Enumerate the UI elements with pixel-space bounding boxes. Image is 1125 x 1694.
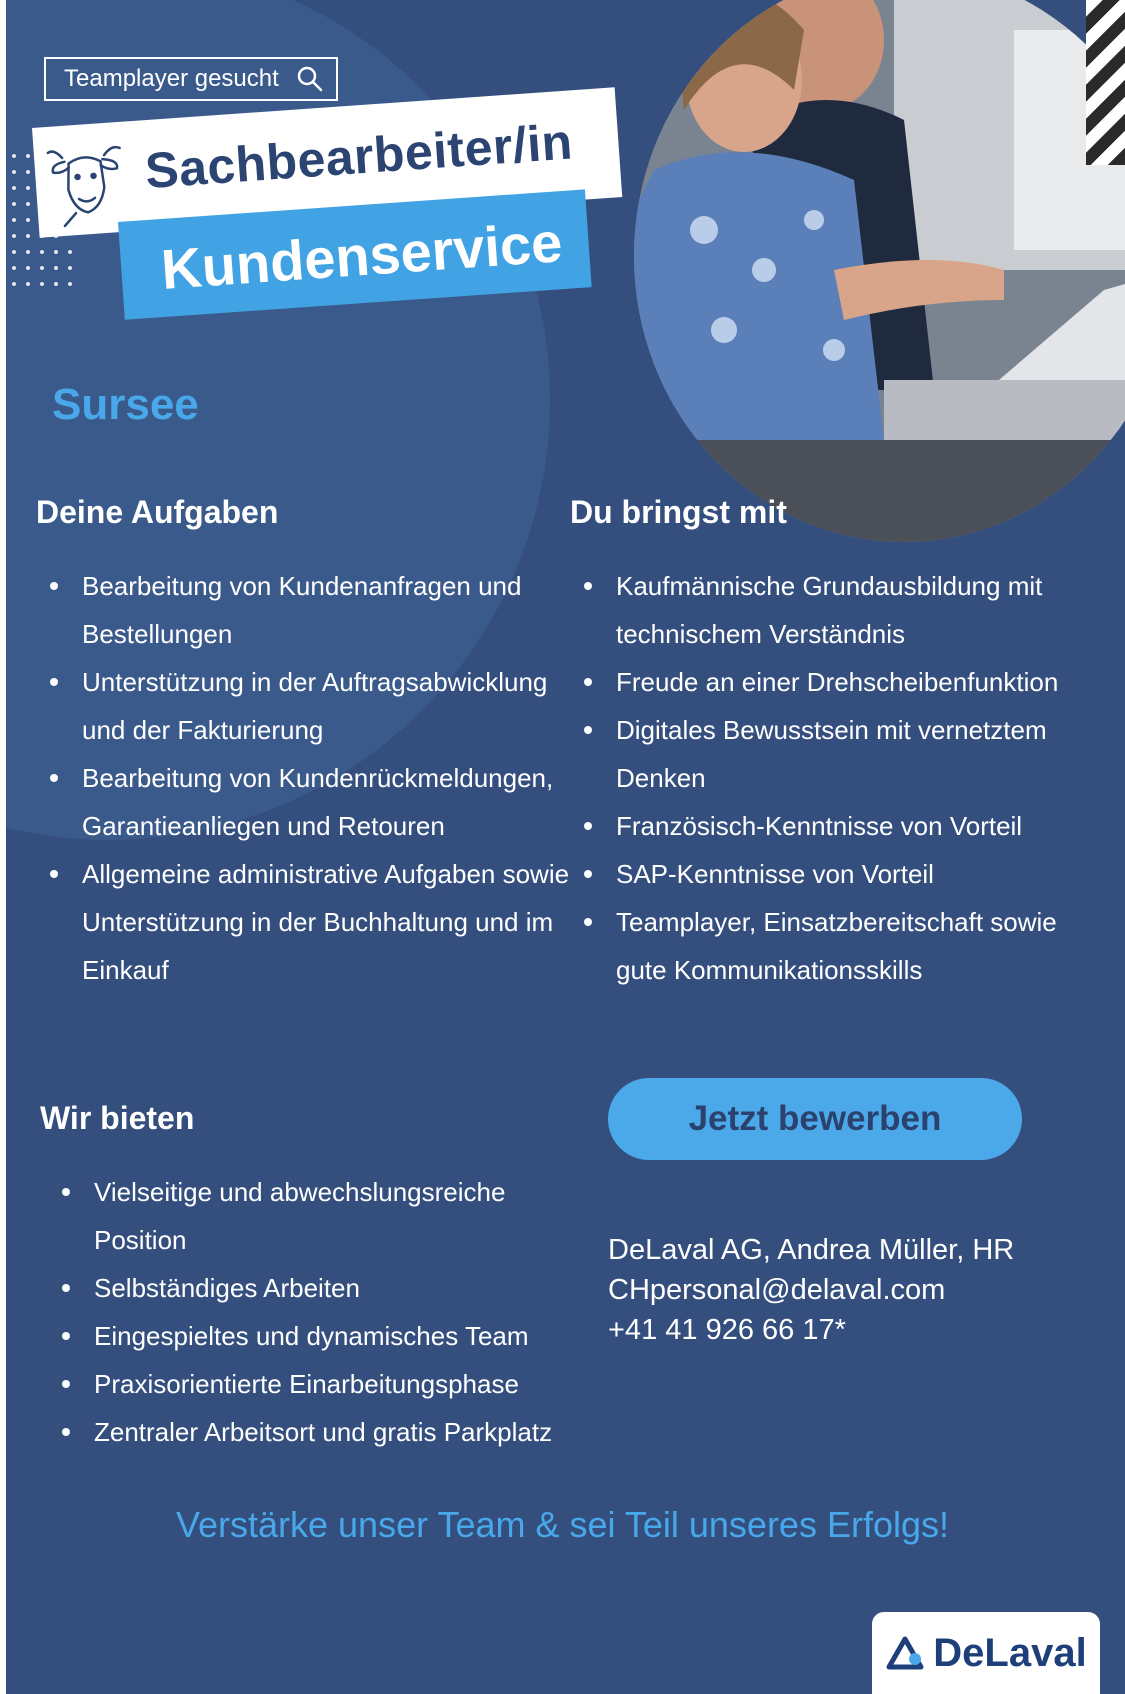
contact-email[interactable]: CHpersonal@delaval.com [608,1274,946,1306]
tag-label: Teamplayer gesucht [64,65,279,92]
requirements-heading: Du bringst mit [570,494,787,530]
list-item: Selbständiges Arbeiten [48,1264,588,1312]
job-title-line1: Sachbearbeiter/in [143,113,575,200]
list-item: Teamplayer, Einsatzbereitschaft sowie gute Kommunikationsskills [570,898,1090,994]
list-item: Bearbeitung von Kundenanfragen und Bestellungen [36,562,576,658]
list-item: Französisch-Kenntnisse von Vorteil [570,802,1090,850]
contact-person: DeLaval AG, Andrea Müller, HR [608,1234,1015,1266]
offer-list [48,1168,588,1456]
team-photo [634,0,1125,542]
offer-heading: Wir bieten [40,1100,195,1136]
list-item: SAP-Kenntnisse von Vorteil [570,850,1090,898]
cow-icon [41,133,137,229]
list-item: Eingespieltes und dynamisches Team [48,1312,588,1360]
tasks-heading: Deine Aufgaben [36,494,279,530]
delaval-logo-icon [885,1635,927,1671]
requirements-list [570,562,1090,994]
job-title-line2: Kundenservice [159,210,565,302]
list-item: Bearbeitung von Kundenrückmeldungen, Garantieanliegen und Retouren [36,754,576,850]
list-item: Digitales Bewusstsein mit vernetztem Denken [570,706,1090,802]
contact-phone[interactable]: +41 41 926 66 17* [608,1314,846,1346]
decorative-stripes [1086,0,1125,165]
list-item: Praxisorientierte Einarbeitungsphase [48,1360,588,1408]
list-item: Freude an einer Drehscheibenfunktion [570,658,1090,706]
tasks-list [36,562,576,994]
list-item: Vielseitige und abwechslungsreiche Position [48,1168,588,1264]
list-item: Unterstützung in der Auftragsabwicklung und der Fakturierung [36,658,576,754]
job-location: Sursee [52,380,199,429]
list-item: Allgemeine administrative Aufgaben sowie Unterstützung in der Buchhaltung und im Einkauf [36,850,576,994]
contact-block [608,1230,1014,1350]
teamplayer-tag [44,57,338,101]
apply-button[interactable]: Jetzt bewerben [608,1078,1022,1160]
slogan: Verstärke unser Team & sei Teil unseres Erfolgs! [175,1504,950,1545]
list-item: Kaufmännische Grundausbildung mit technischem Verständnis [570,562,1090,658]
delaval-logo [872,1612,1100,1694]
photo-illustration [634,0,1125,542]
search-icon [296,65,324,93]
list-item: Zentraler Arbeitsort und gratis Parkplatz [48,1408,588,1456]
logo-text: DeLaval [933,1630,1087,1675]
